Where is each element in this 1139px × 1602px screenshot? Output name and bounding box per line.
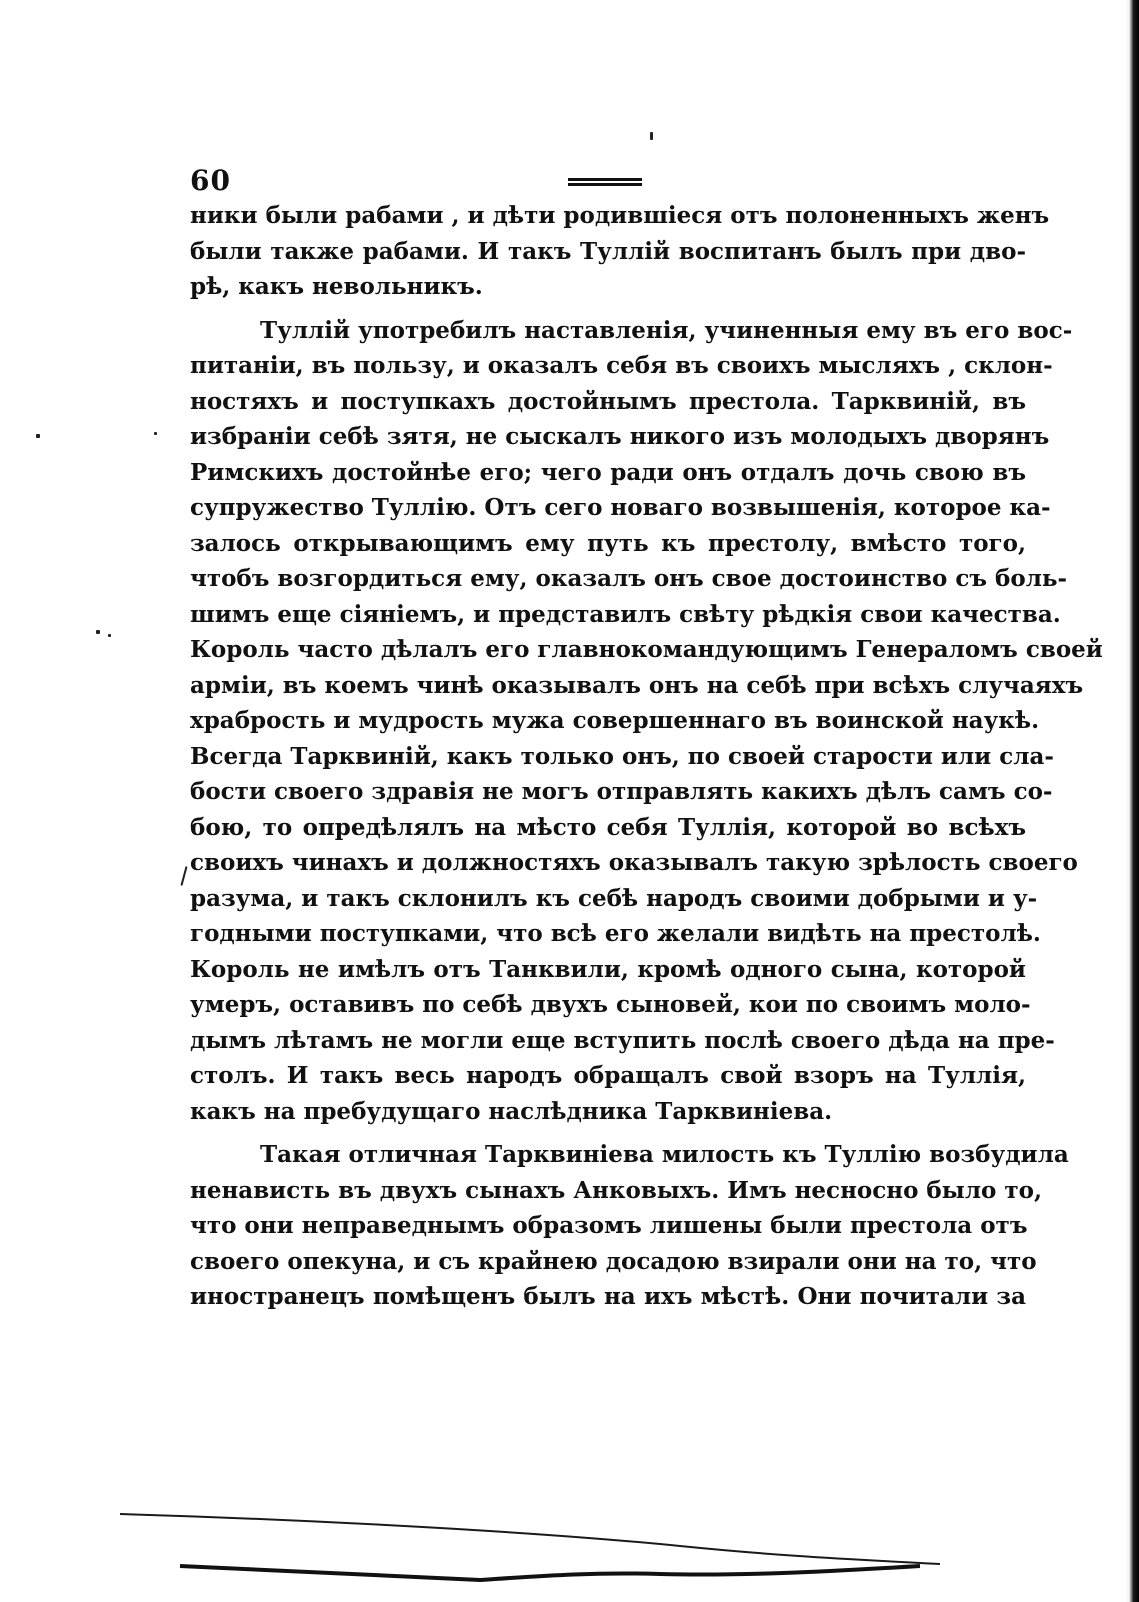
bottom-ink-stroke [120, 1506, 1020, 1586]
text-line: иностранецъ помѣщенъ былъ на ихъ мѣстѣ. Они почитали за [190, 1283, 1026, 1310]
text-line: что они неправеднымъ образомъ лишены были престола отъ [190, 1212, 1028, 1239]
text-line: избраніи себѣ зятя, не сыскалъ никого изъ молодыхъ дворянъ [190, 423, 1050, 450]
text-line: бою, то опредѣлялъ на мѣсто себя Туллія, которой во всѣхъ [190, 813, 1026, 841]
text-line: своего опекуна, и съ крайнею досадою взирали они на то, что [190, 1247, 1037, 1275]
scan-edge [1125, 0, 1139, 1602]
scan-speck [96, 630, 100, 634]
text-line: арміи, въ коемъ чинѣ оказывалъ онъ на себѣ при всѣхъ случаяхъ [190, 671, 1084, 699]
text-line: залось открывающимъ ему путь къ престолу, вмѣсто того, [190, 529, 1026, 557]
text-line: рѣ, какъ невольникъ. [190, 273, 483, 300]
body-text [190, 198, 1103, 1315]
text-line: храбрость и мудрость мужа совершеннаго въ воинской наукѣ. [190, 707, 1040, 734]
text-line: своихъ чинахъ и должностяхъ оказывалъ такую зрѣлость своего [190, 849, 1078, 876]
text-line: Всегда Тарквиній, какъ только онъ, по своей старости или сла- [190, 742, 1054, 770]
text-line: Король не имѣлъ отъ Танквили, кромѣ одного сына, которой [190, 955, 1026, 983]
scan-speck [180, 866, 187, 886]
text-line: Римскихъ достойнѣе его; чего ради онъ отдалъ дочь свою въ [190, 458, 1026, 486]
text-line: умеръ, оставивъ по себѣ двухъ сыновей, кои по своимъ моло- [190, 991, 1031, 1018]
paragraph-gap [190, 1129, 1026, 1137]
text-line: Король часто дѣлалъ его главнокомандующимъ Генераломъ своей [190, 636, 1103, 663]
text-line: какъ на пребудущаго наслѣдника Тарквиніева. [190, 1097, 833, 1125]
text-line: чтобъ возгордиться ему, оказалъ онъ свое достоинство съ боль- [190, 565, 1068, 592]
text-line: Туллій употребилъ наставленія, учиненныя ему въ его вос- [260, 316, 1073, 344]
scan-speck [108, 634, 111, 637]
text-line: годными поступками, что всѣ его желали видѣть на престолѣ. [190, 920, 1041, 947]
text-line: шимъ еще сіяніемъ, и представилъ свѣту рѣдкія свои качества. [190, 600, 1061, 628]
scan-speck [154, 432, 157, 435]
text-line: питаніи, въ пользу, и оказалъ себя въ своихъ мысляхъ , склон- [190, 352, 1053, 379]
paragraph-gap [190, 305, 1026, 313]
page-number: 60 [190, 164, 231, 197]
text-line: были также рабами. И такъ Туллій воспитанъ былъ при дво- [190, 237, 1026, 265]
header-ornament-rule [568, 178, 642, 190]
text-line: ники были рабами , и дѣти родившіеся отъ полоненныхъ женъ [190, 202, 1050, 229]
text-line: Такая отличная Тарквиніева милость къ Туллію возбудила [260, 1141, 1069, 1168]
text-line: разума, и такъ склонилъ къ себѣ народъ своими добрыми и у- [190, 884, 1038, 912]
text-line: бости своего здравія не могъ отправлять какихъ дѣлъ самъ со- [190, 778, 1053, 805]
text-line: супружество Туллію. Отъ сего новаго возвышенія, которое ка- [190, 494, 1051, 521]
text-line: дымъ лѣтамъ не могли еще вступить послѣ своего дѣда на пре- [190, 1026, 1055, 1054]
text-line: столъ. И такъ весь народъ обращалъ свой взоръ на Туллія, [190, 1062, 1026, 1089]
text-line: ненависть въ двухъ сынахъ Анковыхъ. Имъ несносно было то, [190, 1176, 1042, 1204]
scan-speck [36, 434, 40, 438]
scan-speck [650, 132, 653, 140]
text-line: ностяхъ и поступкахъ достойнымъ престола. Тарквиній, въ [190, 387, 1026, 415]
